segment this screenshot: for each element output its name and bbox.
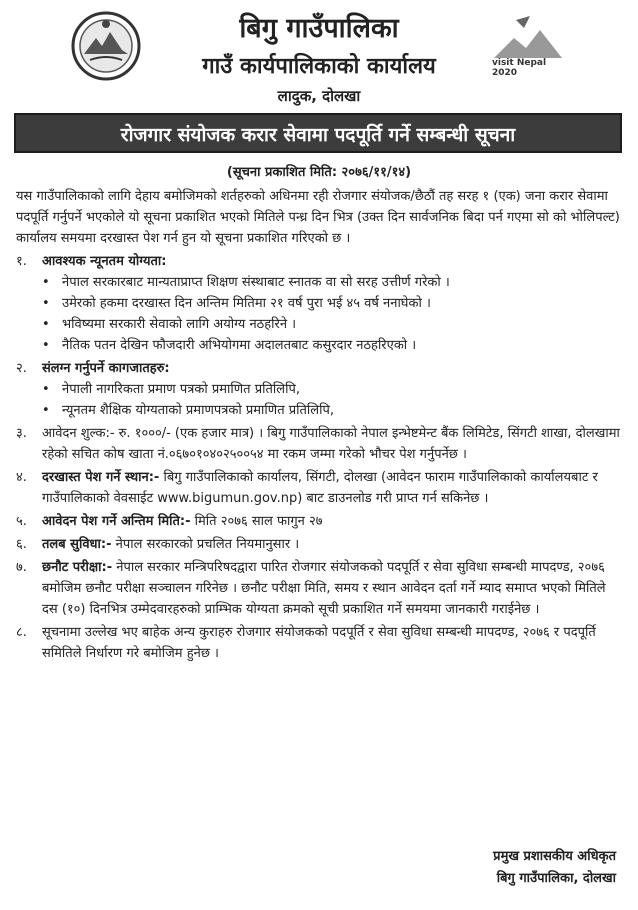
section-salary bbox=[16, 534, 622, 555]
section-title: दरखास्त पेश गर्ने स्थान:- bbox=[42, 470, 160, 485]
section-documents bbox=[16, 358, 622, 421]
list-item: • भविष्यमा सरकारी सेवाको लागि अयोग्य नठहरिने । bbox=[16, 314, 622, 335]
office-location: लादुक, दोलखा bbox=[277, 87, 361, 105]
section-title: छनौट परीक्षा:- bbox=[42, 560, 113, 575]
section-text: आवेदन शुल्क:- रु. १०००/- (एक हजार मात्र) । बिगु गाउँपालिकाको नेपाल इन्भेष्टमेन्ट बैंक लिमिटेड, सिंगटी शाखा, दोलखामा रहेको सचित कोष खाता नं.०६७०१०४०२५००५४ मा रकम जम्मा गरेको भौचर पेश गर्नुपर्नेछ । bbox=[42, 426, 620, 462]
list-item: • नेपाली नागरिकता प्रमाण पत्रको प्रमाणित प्रतिलिपि, bbox=[16, 379, 622, 400]
logo-text: visit Nepal 2020 bbox=[492, 58, 547, 78]
notice-body bbox=[16, 186, 622, 664]
section-selection-exam bbox=[16, 557, 622, 620]
section-text: नेपाल सरकार मन्त्रिपरिषदद्वारा पारित रोजगार संयोजकको पदपूर्ति र सेवा सुविधा सम्बन्धी मापदण्ड, २०७६ बमोजिम छनौट परीक्षा सञ्चालन गरिनेछ । छनौट परीक्षा मिति, समय र स्थान आवेदन दर्ता गर्ने म्याद समाप्त भएको मितिले दस (१०) दिनभित्र उम्मेदवारहरुको प्राम्भिक योग्यता क्रमको सूची प्रकाशित गर्ने समयमा जानकारी गराईनेछ । bbox=[42, 560, 606, 617]
section-deadline bbox=[16, 511, 622, 532]
section-submission-place bbox=[16, 467, 622, 509]
section-text: बिगु गाउँपालिकाको कार्यालय, सिंगटी, दोलखा (आवेदन फाराम गाउँपालिकाको कार्यालयबाट र गाउँपालिकाको वेवसाईट www.bigumun.gov.np) बाट डाउनलोड गरी प्राप्त गर्न सकिनेछ । bbox=[42, 470, 598, 506]
section-text: नेपाल सरकारको प्रचलित नियमानुसार । bbox=[115, 537, 300, 552]
section-number: ५. bbox=[16, 514, 27, 529]
documents-list bbox=[16, 379, 622, 421]
signature-office: बिगु गाउँपालिका, दोलखा bbox=[496, 871, 616, 886]
office-title: बिगु गाउँपालिका bbox=[239, 13, 399, 44]
notice-title-banner: रोजगार संयोजक करार सेवामा पदपूर्ति गर्ने सम्बन्धी सूचना bbox=[14, 113, 622, 153]
signature-block bbox=[356, 846, 616, 890]
list-item: • नेपाल सरकारबाट मान्यताप्राप्त शिक्षण संस्थाबाट स्नातक वा सो सरह उत्तीर्ण गरेको । bbox=[16, 272, 622, 293]
list-item: • नैतिक पतन देखिन फौजदारी अभियोगमा अदालतबाट कसुरदार नठहरिएको । bbox=[16, 335, 622, 356]
section-number: १. bbox=[16, 254, 27, 269]
section-number: ३. bbox=[16, 426, 27, 441]
section-number: २. bbox=[16, 361, 27, 376]
office-subtitle: गाउँ कार्यपालिकाको कार्यालय bbox=[202, 54, 436, 79]
published-date: (सूचना प्रकाशित मिति: २०७६/११/१४) bbox=[226, 165, 412, 180]
section-qualification bbox=[16, 251, 622, 356]
section-text: सूचनामा उल्लेख भए बाहेक अन्य कुराहरु रोजगार संयोजकको पदपूर्ति र सेवा सुविधा सम्बन्धी मापदण्ड, २०७६ र पदपूर्ति समितिले निर्धारण गरे बमोजिम हुनेछ । bbox=[42, 625, 596, 661]
section-title: संलग्न गर्नुपर्ने कागजातहरु: bbox=[42, 361, 170, 376]
qualification-list bbox=[16, 272, 622, 356]
section-text: मिति २०७६ साल फागुन २७ bbox=[194, 514, 323, 529]
section-title: आवेदन पेश गर्ने अन्तिम मिति:- bbox=[42, 514, 191, 529]
section-number: ६. bbox=[16, 537, 27, 552]
signature-title: प्रमुख प्रशासकीय अधिकृत bbox=[493, 849, 616, 864]
section-number: ४. bbox=[16, 470, 27, 485]
section-title: तलब सुविधा:- bbox=[42, 537, 112, 552]
section-title: आवश्यक न्यूनतम योग्यता: bbox=[42, 254, 167, 269]
section-other bbox=[16, 622, 622, 664]
section-fee bbox=[16, 423, 622, 465]
section-number: ८. bbox=[16, 625, 27, 640]
intro-paragraph: यस गाउँपालिकाको लागि देहाय बमोजिमको शर्तहरुको अधिनमा रही रोजगार संयोजक/छैठौं तह सरह १ (एक) जना करार सेवामा पदपूर्ति गर्नुपर्ने भएकोले यो सूचना प्रकाशित भएको मितिले पन्ध्र दिन भित्र (उक्त दिन सार्वजनिक बिदा पर्न गएमा सो को भोलिपल्ट) कार्यालय समयमा दरखास्त पेश गर्न हुन यो सूचना प्रकाशित गरिएको छ । bbox=[16, 189, 620, 246]
section-number: ७. bbox=[16, 560, 27, 575]
list-item: • उमेरको हकमा दरखास्त दिन अन्तिम मितिमा २१ वर्ष पुरा भई ४५ वर्ष ननाघेको । bbox=[16, 293, 622, 314]
list-item: • न्यूनतम शैक्षिक योग्यताको प्रमाणपत्रको प्रमाणित प्रतिलिपि, bbox=[16, 400, 622, 421]
